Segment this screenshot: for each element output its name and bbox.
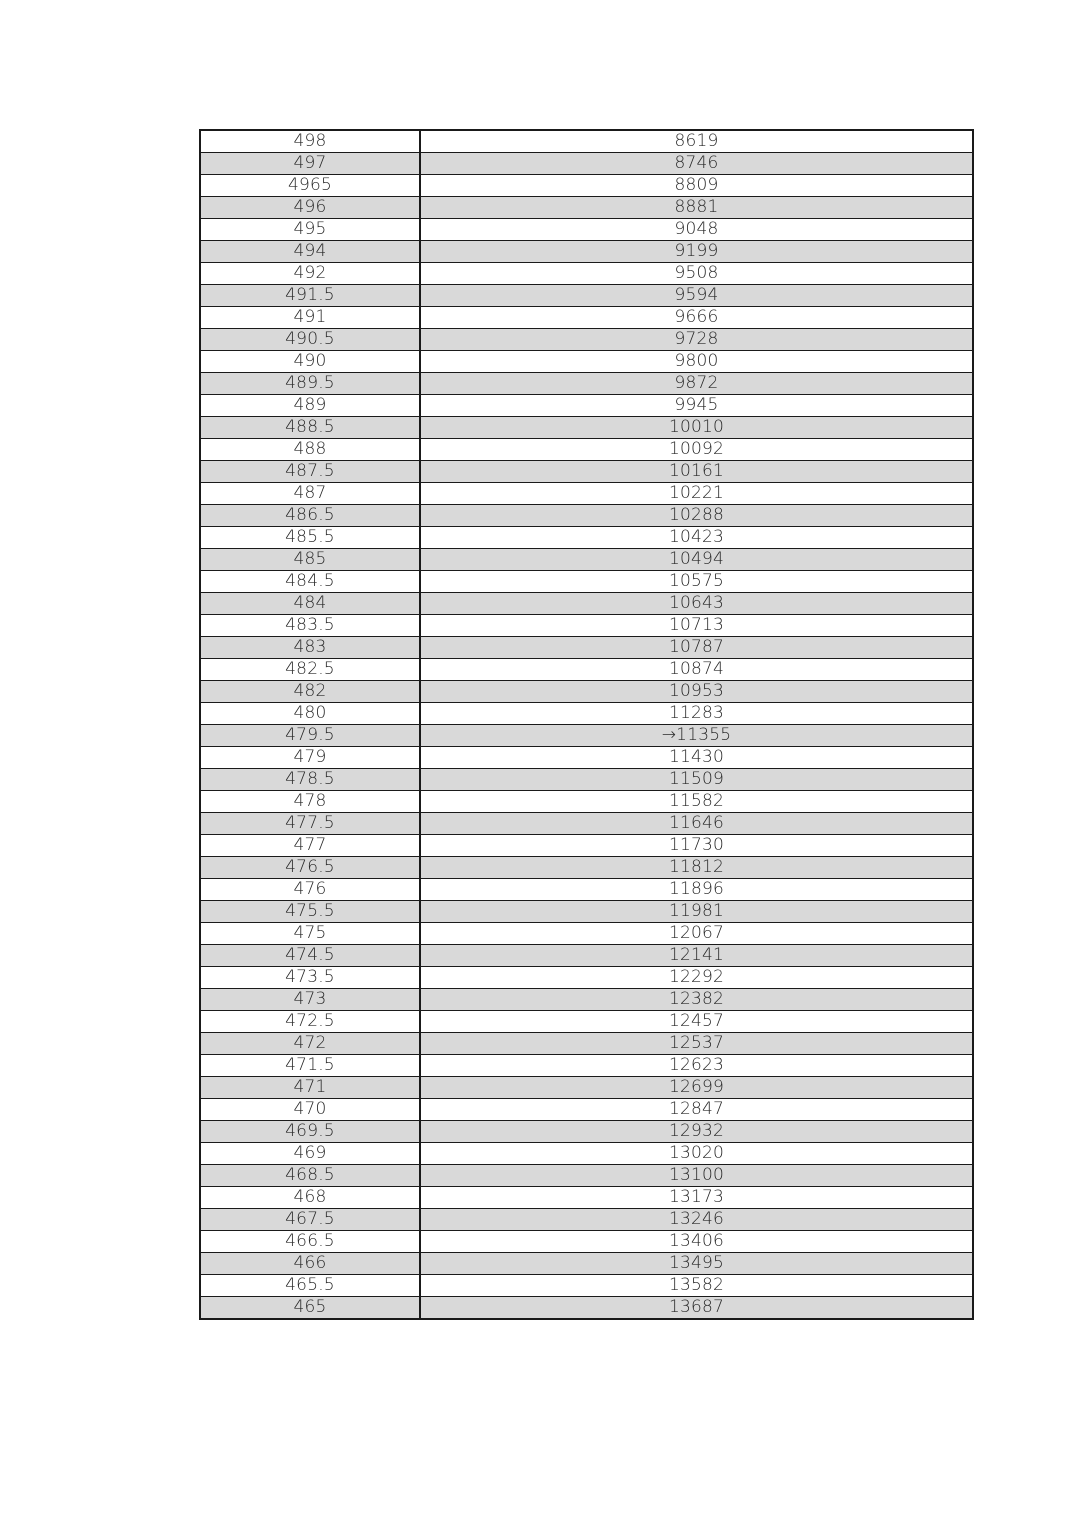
score-cell: 471 (200, 1077, 420, 1099)
score-cell: 4965 (200, 175, 420, 197)
rank-cell: 10787 (420, 637, 973, 659)
table-row (200, 1209, 973, 1231)
table-row (200, 1033, 973, 1055)
table-row (200, 571, 973, 593)
table-row (200, 1011, 973, 1033)
rank-cell: 10092 (420, 439, 973, 461)
rank-cell: 11509 (420, 769, 973, 791)
table-row (200, 329, 973, 351)
score-cell: 468 (200, 1187, 420, 1209)
rank-cell: 9945 (420, 395, 973, 417)
table-row (200, 857, 973, 879)
table-row (200, 197, 973, 219)
table-row (200, 285, 973, 307)
table-row (200, 1099, 973, 1121)
table-row (200, 615, 973, 637)
table-row (200, 1165, 973, 1187)
score-cell: 479 (200, 747, 420, 769)
rank-cell: 11582 (420, 791, 973, 813)
score-cell: 476 (200, 879, 420, 901)
rank-cell: 9728 (420, 329, 973, 351)
rank-cell: 12457 (420, 1011, 973, 1033)
rank-cell: 10643 (420, 593, 973, 615)
score-cell: 489.5 (200, 373, 420, 395)
score-cell: 468.5 (200, 1165, 420, 1187)
rank-cell: 9199 (420, 241, 973, 263)
table-row (200, 1187, 973, 1209)
table-row (200, 813, 973, 835)
score-cell: 485 (200, 549, 420, 571)
table-row (200, 901, 973, 923)
rank-cell: 10494 (420, 549, 973, 571)
score-cell: 478 (200, 791, 420, 813)
rank-cell: 10713 (420, 615, 973, 637)
rank-cell: 13406 (420, 1231, 973, 1253)
table-row (200, 923, 973, 945)
table-row (200, 879, 973, 901)
rank-cell: 10423 (420, 527, 973, 549)
score-cell: 465 (200, 1297, 420, 1320)
table-row (200, 1143, 973, 1165)
table-row (200, 659, 973, 681)
score-cell: 475 (200, 923, 420, 945)
score-cell: 492 (200, 263, 420, 285)
score-cell: 482 (200, 681, 420, 703)
rank-cell: 11283 (420, 703, 973, 725)
rank-cell: 9800 (420, 351, 973, 373)
table-row (200, 1297, 973, 1320)
rank-cell: 13173 (420, 1187, 973, 1209)
rank-cell: 13582 (420, 1275, 973, 1297)
rank-cell: 13020 (420, 1143, 973, 1165)
score-cell: 471.5 (200, 1055, 420, 1077)
table-row (200, 439, 973, 461)
rank-cell: 10161 (420, 461, 973, 483)
table-row (200, 153, 973, 175)
rank-cell: 10221 (420, 483, 973, 505)
rank-cell: 12847 (420, 1099, 973, 1121)
score-cell: 477 (200, 835, 420, 857)
table-row (200, 835, 973, 857)
table-row (200, 703, 973, 725)
score-cell: 488.5 (200, 417, 420, 439)
score-cell: 466 (200, 1253, 420, 1275)
score-cell: 466.5 (200, 1231, 420, 1253)
score-cell: 491.5 (200, 285, 420, 307)
rank-cell: 11896 (420, 879, 973, 901)
rank-cell: 12292 (420, 967, 973, 989)
table-row (200, 1055, 973, 1077)
score-cell: 467.5 (200, 1209, 420, 1231)
rank-cell: 12382 (420, 989, 973, 1011)
table-row (200, 483, 973, 505)
score-cell: 484 (200, 593, 420, 615)
rank-cell: 12141 (420, 945, 973, 967)
score-cell: 489 (200, 395, 420, 417)
score-cell: 483.5 (200, 615, 420, 637)
rank-cell: 13495 (420, 1253, 973, 1275)
score-cell: 469 (200, 1143, 420, 1165)
score-cell: 497 (200, 153, 420, 175)
table-row (200, 1231, 973, 1253)
table-row (200, 967, 973, 989)
rank-cell: 11981 (420, 901, 973, 923)
rank-cell: 8746 (420, 153, 973, 175)
score-cell: 498 (200, 130, 420, 153)
table-row (200, 989, 973, 1011)
table-row (200, 307, 973, 329)
rank-cell: 13687 (420, 1297, 973, 1320)
score-cell: 488 (200, 439, 420, 461)
rank-cell: 8809 (420, 175, 973, 197)
table-row (200, 461, 973, 483)
table-row (200, 593, 973, 615)
score-cell: 472.5 (200, 1011, 420, 1033)
rank-cell: 9048 (420, 219, 973, 241)
table-row (200, 219, 973, 241)
rank-cell: 8619 (420, 130, 973, 153)
score-cell: 487.5 (200, 461, 420, 483)
table-body (200, 130, 973, 1319)
table-row (200, 769, 973, 791)
score-cell: 485.5 (200, 527, 420, 549)
rank-cell: 9594 (420, 285, 973, 307)
rank-cell: 10874 (420, 659, 973, 681)
score-cell: 479.5 (200, 725, 420, 747)
rank-cell: 11430 (420, 747, 973, 769)
table-row (200, 527, 973, 549)
table-row (200, 1275, 973, 1297)
score-rank-table (199, 129, 974, 1320)
rank-cell: 12932 (420, 1121, 973, 1143)
rank-cell: →11355 (420, 725, 973, 747)
table-row (200, 241, 973, 263)
table-row (200, 373, 973, 395)
rank-cell: 9666 (420, 307, 973, 329)
rank-cell: 13100 (420, 1165, 973, 1187)
table-row (200, 1121, 973, 1143)
score-cell: 487 (200, 483, 420, 505)
table-row (200, 395, 973, 417)
score-cell: 465.5 (200, 1275, 420, 1297)
score-cell: 496 (200, 197, 420, 219)
score-cell: 477.5 (200, 813, 420, 835)
rank-cell: 9508 (420, 263, 973, 285)
score-cell: 490 (200, 351, 420, 373)
table-row (200, 263, 973, 285)
table-row (200, 637, 973, 659)
rank-cell: 12537 (420, 1033, 973, 1055)
table-row (200, 130, 973, 153)
table-row (200, 747, 973, 769)
rank-cell: 9872 (420, 373, 973, 395)
score-cell: 482.5 (200, 659, 420, 681)
rank-cell: 10288 (420, 505, 973, 527)
rank-cell: 10010 (420, 417, 973, 439)
table-row (200, 1077, 973, 1099)
score-cell: 469.5 (200, 1121, 420, 1143)
score-cell: 476.5 (200, 857, 420, 879)
score-cell: 478.5 (200, 769, 420, 791)
score-cell: 473.5 (200, 967, 420, 989)
score-cell: 472 (200, 1033, 420, 1055)
rank-cell: 8881 (420, 197, 973, 219)
score-cell: 480 (200, 703, 420, 725)
rank-cell: 12067 (420, 923, 973, 945)
rank-cell: 10575 (420, 571, 973, 593)
table-row (200, 725, 973, 747)
rank-cell: 11812 (420, 857, 973, 879)
score-cell: 494 (200, 241, 420, 263)
table-row (200, 1253, 973, 1275)
score-cell: 495 (200, 219, 420, 241)
rank-cell: 12699 (420, 1077, 973, 1099)
rank-cell: 11730 (420, 835, 973, 857)
rank-cell: 13246 (420, 1209, 973, 1231)
score-cell: 491 (200, 307, 420, 329)
table-row (200, 417, 973, 439)
table-row (200, 791, 973, 813)
rank-cell: 10953 (420, 681, 973, 703)
table-row (200, 351, 973, 373)
score-cell: 486.5 (200, 505, 420, 527)
score-cell: 475.5 (200, 901, 420, 923)
table-row (200, 945, 973, 967)
score-cell: 470 (200, 1099, 420, 1121)
score-cell: 490.5 (200, 329, 420, 351)
score-cell: 484.5 (200, 571, 420, 593)
table-row (200, 175, 973, 197)
rank-cell: 12623 (420, 1055, 973, 1077)
score-cell: 474.5 (200, 945, 420, 967)
table-row (200, 505, 973, 527)
score-cell: 483 (200, 637, 420, 659)
rank-cell: 11646 (420, 813, 973, 835)
score-cell: 473 (200, 989, 420, 1011)
table-row (200, 681, 973, 703)
table-row (200, 549, 973, 571)
